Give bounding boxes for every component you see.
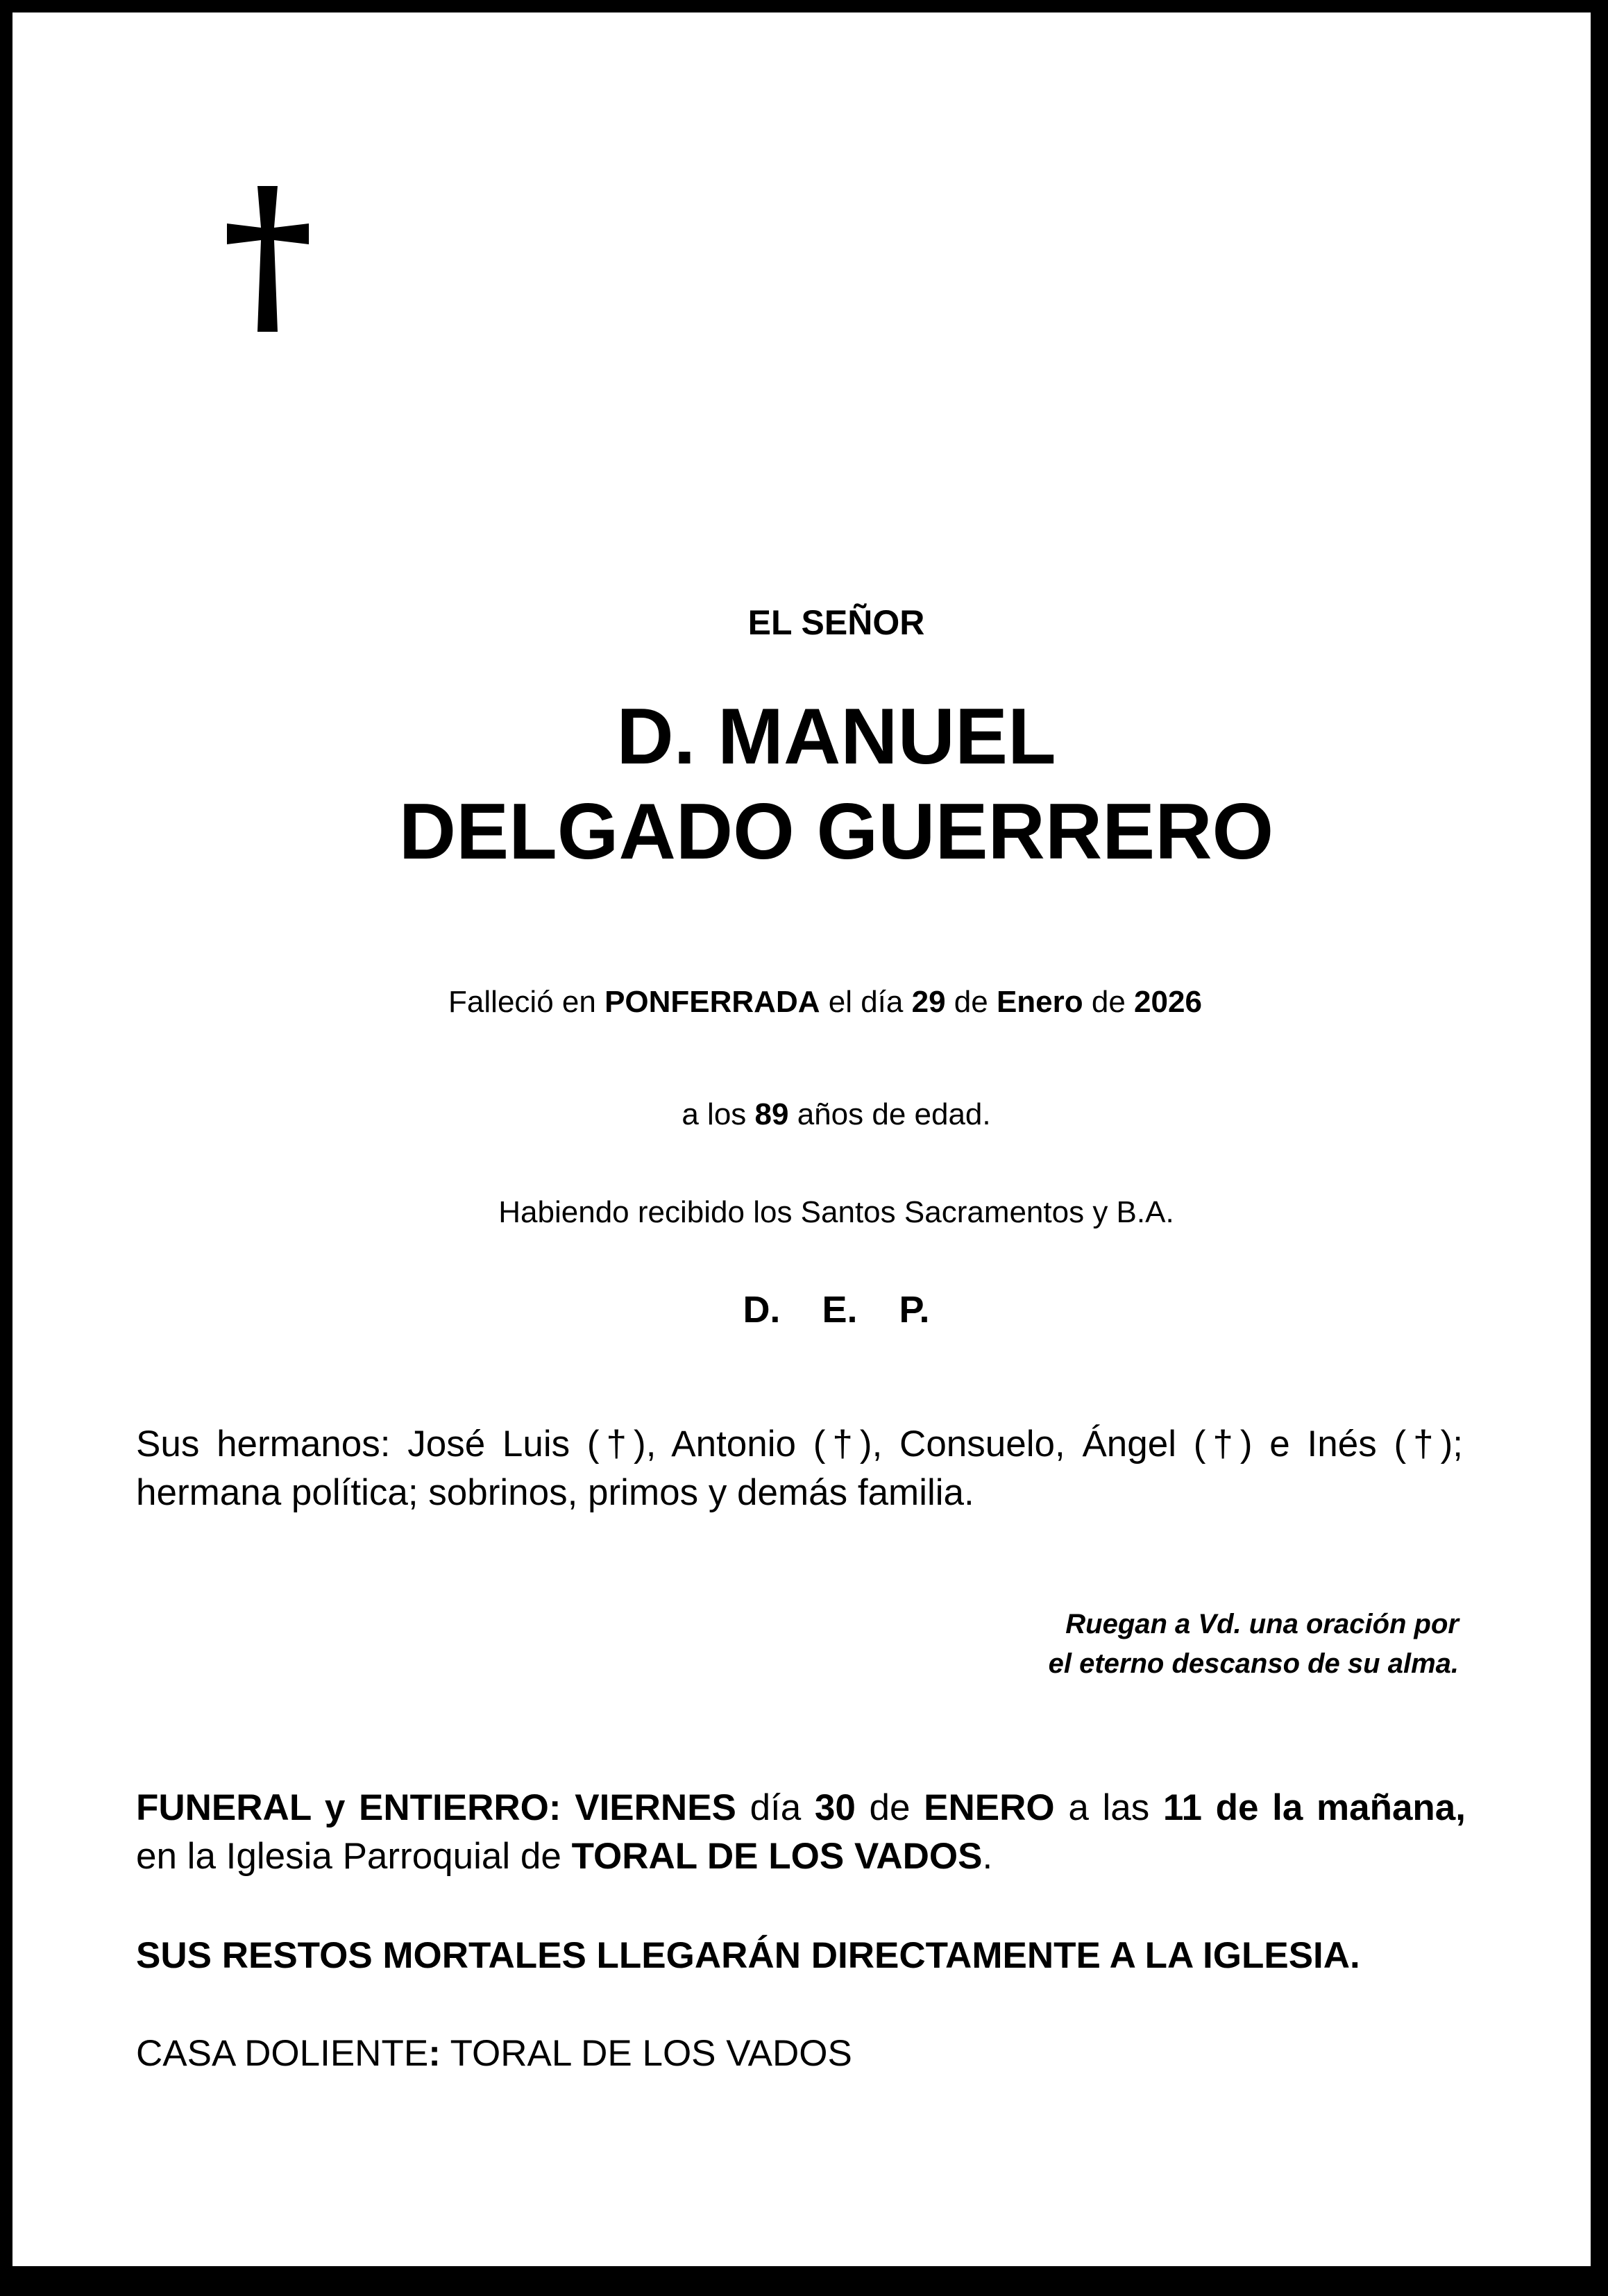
house-label: CASA DOLIENTE [136,2033,429,2074]
prayer-line1: Ruegan a Vd. una oración por [1065,1609,1459,1639]
funeral-text: . [982,1836,993,1877]
death-year: 2026 [1134,985,1202,1019]
obituary-sheet [12,12,1591,2266]
age-value: 89 [754,1097,789,1131]
sacraments-text: Habiendo recibido los Santos Sacramentos y B.A. [498,1195,1174,1229]
deceased-name-line2: DELGADO GUERRERO [398,788,1274,876]
funeral-label: FUNERAL y ENTIERRO: VIERNES [136,1787,736,1828]
prayer-line2: el eterno descanso de su alma. [1048,1648,1459,1679]
death-month: Enero [996,985,1083,1019]
age-text: años de edad. [788,1097,991,1131]
title-prefix: EL SEÑOR [747,603,925,642]
funeral-text: a las [1054,1787,1163,1828]
cross-icon [227,186,309,332]
mourning-house [136,2035,852,2072]
funeral-day: 30 [814,1787,856,1828]
house-colon: : [428,2033,441,2074]
death-info [125,987,1525,1018]
funeral-text: en la Iglesia Parroquial de [136,1836,572,1877]
death-text: Falleció en [448,985,605,1019]
rip-text: D. E. P. [743,1289,930,1331]
funeral-text: de [855,1787,924,1828]
funeral-time: 11 de la mañana, [1162,1787,1466,1828]
age-text: a los [682,1097,755,1131]
death-text: el día [820,985,912,1019]
deceased-name-line1: D. MANUEL [616,693,1056,781]
family-text: Sus hermanos: José Luis (†), Antonio (†), Consuelo, Ángel (†) e Inés (†); hermana política; sobrinos, primos y demás familia. [136,1424,1463,1513]
death-text: de [945,985,997,1019]
death-place: PONFERRADA [604,985,820,1019]
funeral-month: ENERO [924,1787,1055,1828]
funeral-info [136,1784,1466,1881]
funeral-text: día [736,1787,815,1828]
house-place: TORAL DE LOS VADOS [440,2033,852,2074]
funeral-place: TORAL DE LOS VADOS [571,1836,983,1877]
remains-notice: SUS RESTOS MORTALES LLEGARÁN DIRECTAMENTE A LA IGLESIA. [136,1935,1360,1976]
death-day: 29 [911,985,946,1019]
death-text: de [1083,985,1135,1019]
age-info [136,1099,1537,1130]
